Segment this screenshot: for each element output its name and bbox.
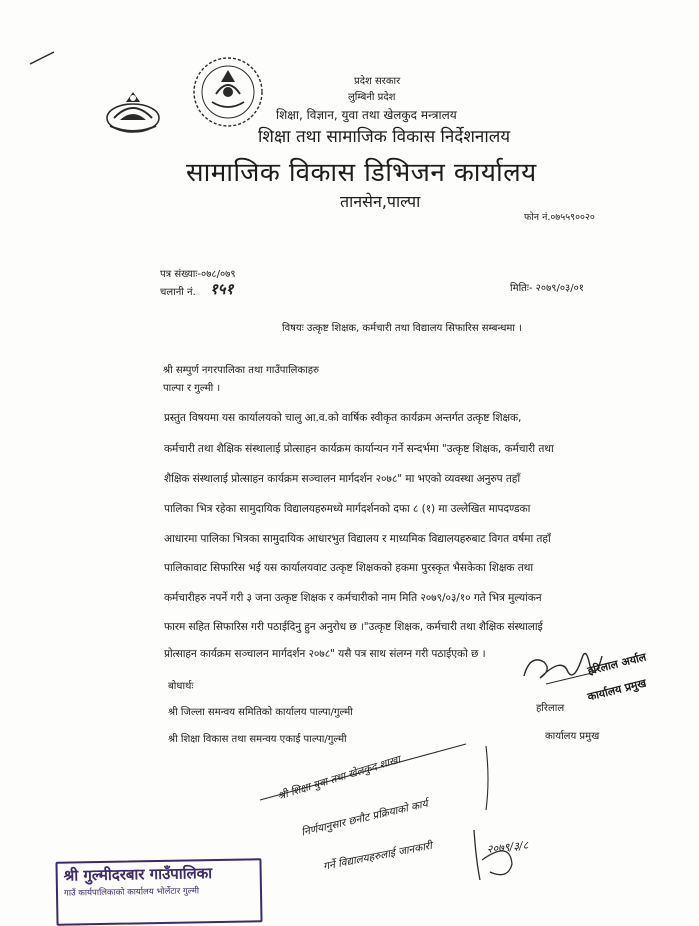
letterhead-ministry: शिक्षा, विज्ञान, युवा तथा खेलकुद मन्त्रालय (276, 108, 457, 122)
signer-title: कार्यालय प्रमुख (545, 731, 600, 742)
body-line: प्रोत्साहन कार्यक्रम सञ्चालन मार्गदर्शन २०७८" यसै पत्र साथ संलग्न गरी पठाईएको छ । (164, 648, 486, 660)
body-line: कर्मचारी तथा शैक्षिक संस्थालाई प्रोत्साहन कार्यक्रम कार्यान्यन गर्ने सन्दर्भमा "उत्कृष्ट शिक्षक, कर्मचारी तथा (164, 443, 554, 455)
letterhead-govt: प्रदेश सरकार (354, 76, 401, 87)
letterhead-directorate: शिक्षा तथा सामाजिक विकास निर्देशनालय (258, 127, 511, 147)
handwritten-date: २०७९/३/८ (486, 838, 529, 856)
pen-mark (28, 48, 58, 68)
dispatch-label: चलानी नं. (160, 287, 196, 298)
stamp-municipality-name: श्री गुल्मीदरबार गाउँपालिका (63, 864, 213, 885)
addressee-line-2: पाल्पा र गुल्मी । (163, 383, 221, 394)
handwritten-line-3: गर्ने विद्यालयहरुलाई जानकारी (322, 839, 433, 873)
province-emblem-icon (186, 52, 270, 132)
cc-label: बोधार्थः (168, 681, 194, 692)
letter-number: पत्र संख्याः-०७८/०७९ (160, 269, 236, 280)
subject-line: विषयः उत्कृष्ट शिक्षक, कर्मचारी तथा विद्यालय सिफारिस सम्बन्धमा । (282, 323, 522, 334)
addressee-line-1: श्री सम्पुर्ण नगरपालिका तथा गाउँपालिकाहरु (163, 365, 320, 376)
cc-line-2: श्री शिक्षा विकास तथा समन्वय एकाई पाल्पा/गुल्मी (168, 734, 347, 745)
body-line: कर्मचारीहरु नपर्ने गरी ३ जना उत्कृष्ट शिक्षक र कर्मचारीको नाम मिति २०७९/०३/१० गते भित्र मुल्यांकन (164, 592, 542, 604)
letterhead-office: सामाजिक विकास डिभिजन कार्यालय (186, 158, 537, 188)
letterhead-location: तानसेन,पाल्पा (340, 192, 421, 211)
body-line: फारम सहित सिफारिस गरी पठाईदिनु हुन अनुरोध छ ।"उत्कृष्ट शिक्षक, कर्मचारी तथा शैक्षिक संस्थालाई (164, 621, 543, 633)
municipality-stamp (55, 858, 262, 926)
letterhead-province: लुम्बिनी प्रदेश (348, 92, 396, 103)
nepal-emblem-icon (104, 88, 162, 136)
stamp-name: हरिलाल अर्याल (586, 650, 648, 678)
cc-line-1: श्री जिल्ला समन्वय समितिको कार्यालय पाल्पा/गुल्मी (168, 707, 353, 718)
signer-name: हरिलाल (536, 703, 565, 714)
body-line: प्रस्तुत विषयमा यस कार्यालयको चालु आ.व.को वार्षिक स्वीकृत कार्यक्रम अन्तर्गत उत्कृष्ट शिक्षक, (164, 412, 522, 424)
body-line: पालिकावाट सिफारिस भई यस कार्यालयवाट उत्कृष्ट शिक्षकको हकमा पुरस्कृत भैसकेका शिक्षक तथा (164, 562, 534, 574)
dispatch-number: १५१ (210, 280, 234, 298)
handwritten-line-2: निर्णयानुसार छनौट प्रक्रियाको कार्य (300, 797, 429, 839)
handwritten-line-1: श्री शिक्षा युवा तथा खेलकुद शाखा (276, 753, 402, 803)
body-line: शैक्षिक संस्थालाई प्रोत्साहन कार्यक्रम सञ्चालन मार्गदर्शन २०७८" मा भएको व्यवस्था अनुरुप तहाँ (164, 473, 521, 485)
body-line: पालिका भित्र रहेका सामुदायिक विद्यालयहरुमध्ये मार्गदर्शनको दफा ८ (१) मा उल्लेखित मापदण्डका (164, 503, 531, 515)
stamp-municipality-office: गाउँ कार्यपालिकाको कार्यालय भोर्लेटार गुल्मी (63, 886, 200, 899)
stamp-title: कार्यालय प्रमुख (586, 676, 648, 704)
letterhead-phone: फोन नं.०७५५९००२० (524, 212, 595, 223)
body-line: आधारमा पालिका भित्रका सामुदायिक आधारभुत विद्यालय र माध्यमिक विद्यालयहरुबाट विगत वर्षमा तहाँ (164, 533, 551, 545)
letter-date: मितिः- २०७९/०३/०१ (510, 283, 585, 294)
